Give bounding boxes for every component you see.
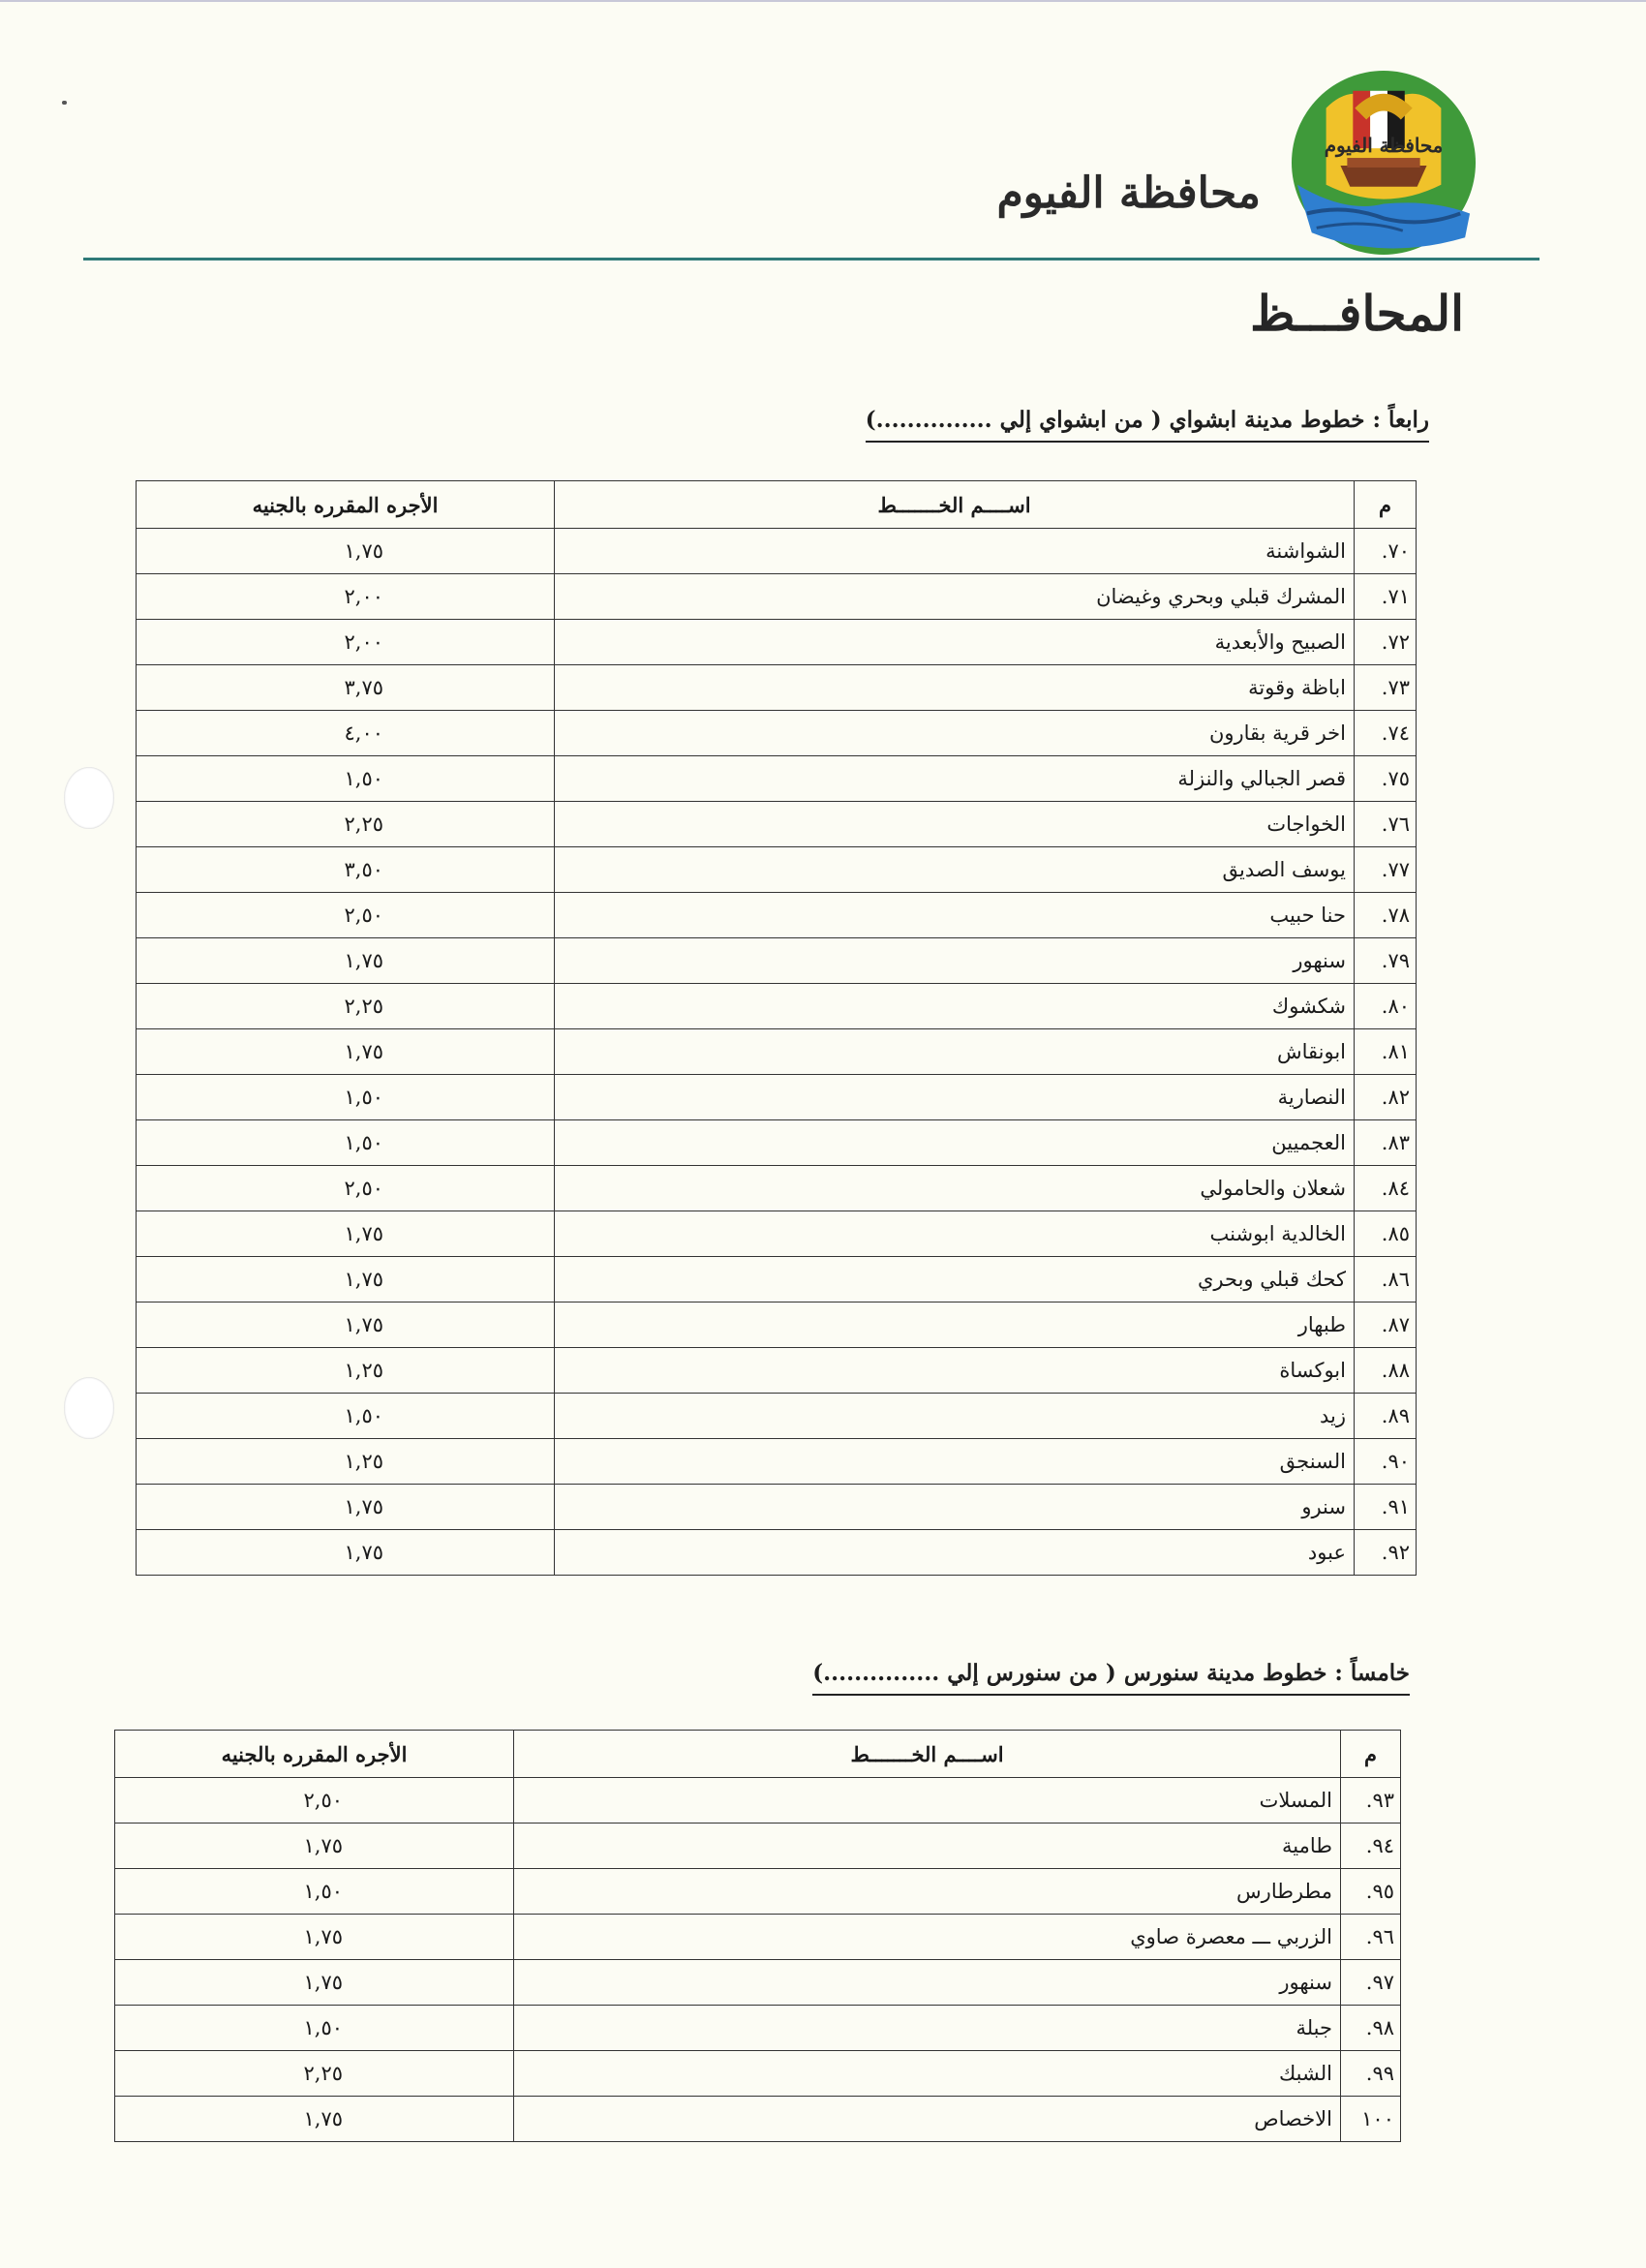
table-row [137, 1257, 1417, 1303]
column-header-fare: الأجره المقرره بالجنيه [115, 1731, 514, 1778]
table-row [137, 1439, 1417, 1485]
line-name: سنرو [555, 1485, 1355, 1530]
table-row [137, 984, 1417, 1029]
table-row [137, 1485, 1417, 1530]
line-name: الشواشنة [555, 529, 1355, 574]
fare-value: ١,٧٥ [115, 1915, 514, 1960]
row-number: ٧١. [1355, 574, 1417, 620]
table-row [137, 847, 1417, 893]
table-row [115, 1915, 1401, 1960]
fare-value: ١,٢٥ [137, 1439, 555, 1485]
line-name: الاخصاص [514, 2097, 1341, 2142]
fare-value: ٢,٥٠ [137, 893, 555, 938]
line-name: اخر قرية بقارون [555, 711, 1355, 756]
table-row [137, 1120, 1417, 1166]
fare-value: ١,٥٠ [137, 1394, 555, 1439]
row-number: ٧٢. [1355, 620, 1417, 665]
line-name: حنا حبيب [555, 893, 1355, 938]
fare-value: ١,٧٥ [115, 1960, 514, 2006]
line-name: الصبيح والأبعدية [555, 620, 1355, 665]
section-4-heading-text: رابعاً : خطوط مدينة ابشواي ( من ابشواي إلي ...............) [865, 407, 1429, 433]
column-header-line-name: اســــم الخـــــــط [514, 1731, 1341, 1778]
table-row [137, 802, 1417, 847]
fare-value: ٢,٥٠ [137, 1166, 555, 1211]
fare-value: ٢,٢٥ [115, 2051, 514, 2097]
section-5-fare-table [114, 1730, 1401, 2142]
table-row [115, 1778, 1401, 1824]
row-number: ١٠٠ [1341, 2097, 1401, 2142]
table-row [115, 2051, 1401, 2097]
fare-value: ٢,٢٥ [137, 984, 555, 1029]
table-row [137, 1348, 1417, 1394]
fare-value: ١,٧٥ [137, 1257, 555, 1303]
row-number: ٧٣. [1355, 665, 1417, 711]
fare-value: ٢,٠٠ [137, 620, 555, 665]
table-row [137, 665, 1417, 711]
table-header-row [115, 1731, 1401, 1778]
section-5-heading-underline [812, 1694, 1410, 1696]
row-number: ٧٠. [1355, 529, 1417, 574]
line-name: اباظة وقوتة [555, 665, 1355, 711]
table-row [137, 1303, 1417, 1348]
fare-value: ١,٥٠ [137, 1120, 555, 1166]
row-number: ٩٦. [1341, 1915, 1401, 1960]
table-row [137, 938, 1417, 984]
row-number: ٨٧. [1355, 1303, 1417, 1348]
section-5-rows [115, 1778, 1401, 2142]
fare-value: ١,٧٥ [115, 1824, 514, 1869]
row-number: ٩٤. [1341, 1824, 1401, 1869]
row-number: ٨٩. [1355, 1394, 1417, 1439]
line-name: طامية [514, 1824, 1341, 1869]
table-row [137, 574, 1417, 620]
row-number: ٨٦. [1355, 1257, 1417, 1303]
table-row [115, 2006, 1401, 2051]
row-number: ٩٩. [1341, 2051, 1401, 2097]
fare-value: ٣,٥٠ [137, 847, 555, 893]
scan-speck [62, 101, 67, 105]
section-4-rows [137, 529, 1417, 1576]
row-number: ٧٦. [1355, 802, 1417, 847]
fare-value: ١,٧٥ [137, 1029, 555, 1075]
fare-value: ٣,٧٥ [137, 665, 555, 711]
governorate-title: محافظة الفيوم [996, 169, 1261, 218]
row-number: ٧٩. [1355, 938, 1417, 984]
line-name: يوسف الصديق [555, 847, 1355, 893]
table-row [137, 893, 1417, 938]
table-row [137, 711, 1417, 756]
fare-value: ١,٧٥ [137, 529, 555, 574]
row-number: ٨٢. [1355, 1075, 1417, 1120]
line-name: شعلان والحامولي [555, 1166, 1355, 1211]
fare-value: ١,٧٥ [137, 1530, 555, 1576]
line-name: السنجق [555, 1439, 1355, 1485]
line-name: كحك قبلي وبحري [555, 1257, 1355, 1303]
line-name: ابونقاش [555, 1029, 1355, 1075]
fare-value: ١,٧٥ [137, 1211, 555, 1257]
table-row [115, 1869, 1401, 1915]
line-name: عبود [555, 1530, 1355, 1576]
line-name: الشبك [514, 2051, 1341, 2097]
row-number: ٨٥. [1355, 1211, 1417, 1257]
table-row [137, 1211, 1417, 1257]
row-number: ٩٢. [1355, 1530, 1417, 1576]
fare-value: ١,٧٥ [137, 1303, 555, 1348]
fare-value: ١,٧٥ [137, 1485, 555, 1530]
column-header-fare: الأجره المقرره بالجنيه [137, 481, 555, 529]
column-header-line-name: اســــم الخـــــــط [555, 481, 1355, 529]
table-row [137, 1075, 1417, 1120]
fare-value: ١,٥٠ [115, 2006, 514, 2051]
line-name: الخواجات [555, 802, 1355, 847]
emblem-text: محافظة الفيوم [1324, 134, 1444, 158]
line-name: سنهور [555, 938, 1355, 984]
table-row [137, 1394, 1417, 1439]
governorate-emblem-icon [1288, 70, 1479, 256]
table-row [137, 529, 1417, 574]
section-4-heading [866, 407, 1429, 433]
line-name: ابوكساة [555, 1348, 1355, 1394]
table-row [115, 1824, 1401, 1869]
row-number: ٨٠. [1355, 984, 1417, 1029]
fare-value: ١,٢٥ [137, 1348, 555, 1394]
line-name: العجميين [555, 1120, 1355, 1166]
line-name: مطرطارس [514, 1869, 1341, 1915]
table-row [115, 1960, 1401, 2006]
fare-value: ١,٥٠ [137, 756, 555, 802]
section-4-heading-underline [866, 441, 1429, 443]
fare-value: ١,٧٥ [137, 938, 555, 984]
row-number: ٧٥. [1355, 756, 1417, 802]
punch-hole-bottom [64, 1377, 114, 1439]
row-number: ٨٤. [1355, 1166, 1417, 1211]
column-header-number: م [1355, 481, 1417, 529]
row-number: ٨١. [1355, 1029, 1417, 1075]
line-name: الخالدية ابوشنب [555, 1211, 1355, 1257]
section-5-heading-text: خامساً : خطوط مدينة سنورس ( من سنورس إلي ...............) [812, 1660, 1410, 1686]
table-row [137, 1530, 1417, 1576]
table-header-row [137, 481, 1417, 529]
table-row [137, 756, 1417, 802]
line-name: شكشوك [555, 984, 1355, 1029]
fare-value: ١,٧٥ [115, 2097, 514, 2142]
row-number: ٩٧. [1341, 1960, 1401, 2006]
office-title: المحافـــظ [1250, 285, 1464, 342]
row-number: ٧٨. [1355, 893, 1417, 938]
punch-hole-top [64, 767, 114, 829]
line-name: طبهار [555, 1303, 1355, 1348]
line-name: المسلات [514, 1778, 1341, 1824]
row-number: ٩٣. [1341, 1778, 1401, 1824]
table-row [137, 1029, 1417, 1075]
row-number: ٨٣. [1355, 1120, 1417, 1166]
row-number: ٧٤. [1355, 711, 1417, 756]
line-name: جبلة [514, 2006, 1341, 2051]
fare-value: ٢,٠٠ [137, 574, 555, 620]
row-number: ٩٥. [1341, 1869, 1401, 1915]
table-row [137, 1166, 1417, 1211]
section-4-fare-table [136, 480, 1417, 1576]
fare-value: ٢,٢٥ [137, 802, 555, 847]
header-divider [83, 258, 1539, 261]
table-row [137, 620, 1417, 665]
line-name: زيد [555, 1394, 1355, 1439]
fare-value: ١,٥٠ [137, 1075, 555, 1120]
line-name: النصارية [555, 1075, 1355, 1120]
fare-value: ١,٥٠ [115, 1869, 514, 1915]
line-name: سنهور [514, 1960, 1341, 2006]
section-5-heading [812, 1660, 1410, 1686]
line-name: الزربي ـــ معصرة صاوي [514, 1915, 1341, 1960]
column-header-number: م [1341, 1731, 1401, 1778]
fare-value: ٢,٥٠ [115, 1778, 514, 1824]
line-name: المشرك قبلي وبحري وغيضان [555, 574, 1355, 620]
row-number: ٧٧. [1355, 847, 1417, 893]
line-name: قصر الجبالي والنزلة [555, 756, 1355, 802]
fare-value: ٤,٠٠ [137, 711, 555, 756]
table-row [115, 2097, 1401, 2142]
row-number: ٩١. [1355, 1485, 1417, 1530]
row-number: ٩٨. [1341, 2006, 1401, 2051]
row-number: ٨٨. [1355, 1348, 1417, 1394]
row-number: ٩٠. [1355, 1439, 1417, 1485]
